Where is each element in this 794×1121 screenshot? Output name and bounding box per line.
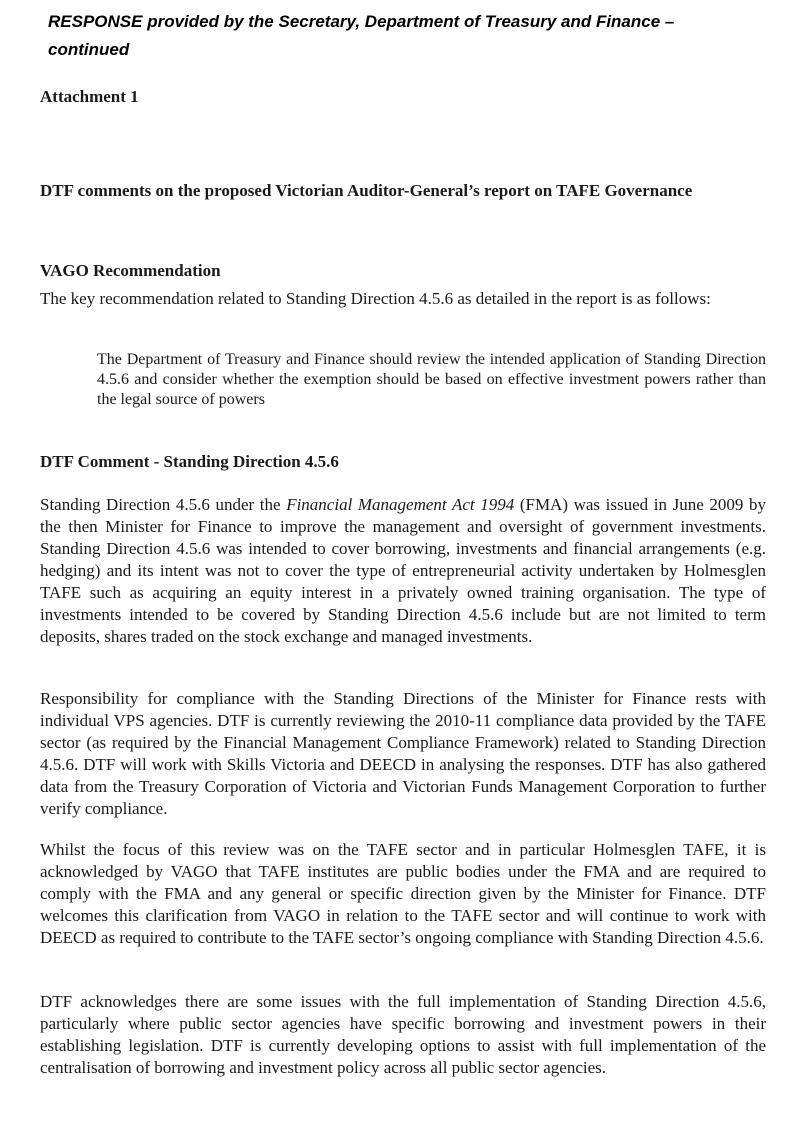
recommendation-quote: The Department of Treasury and Finance should review the intended application of Standing Direction 4.5.6 and consider whether the exemption should be based on effective investment powers rather than the legal source of powers (97, 351, 766, 408)
recommendation-intro: The key recommendation related to Standing Direction 4.5.6 as detailed in the report is as follows: (40, 289, 711, 308)
header-line-2: continued (48, 40, 130, 59)
p1-text-end: (FMA) was issued in June 2009 by the then Minister for Finance to improve the management and oversight of government investments. Standing Direction 4.5.6 was intended to cover borrowing, investments and financial arrangements (e.g. hedging) and its intent was not to cover the type of entrepreneurial activity undertaken by Holmesglen TAFE such as acquiring an equity interest in a privately owned training organisation. The type of investments intended to be covered by Standing Direction 4.5.6 include but are not limited to term deposits, shares traded on the stock exchange and managed investments. (40, 495, 766, 646)
comment-paragraph-1 (40, 494, 766, 648)
comment-heading: DTF Comment - Standing Direction 4.5.6 (40, 452, 339, 471)
recommendation-heading: VAGO Recommendation (40, 261, 221, 280)
p1-text-start: Standing Direction 4.5.6 under the (40, 495, 287, 514)
comment-paragraph-4: DTF acknowledges there are some issues with the full implementation of Standing Direction 4.5.6, particularly where public sector agencies have specific borrowing and investment powers in their establishing legislation. DTF is currently developing options to assist with full implementation of the centralisation of borrowing and investment policy across all public sector agencies. (40, 992, 766, 1077)
act-name: Financial Management Act 1994 (286, 495, 515, 514)
comment-paragraph-3: Whilst the focus of this review was on the TAFE sector and in particular Holmesglen TAFE, it is acknowledged by VAGO that TAFE institutes are public bodies under the FMA and are required to comply with the FMA and any general or specific direction given by the Minister for Finance. DTF welcomes this clarification from VAGO in relation to the TAFE sector and will continue to work with DEECD as required to contribute to the TAFE sector’s ongoing compliance with Standing Direction 4.5.6. (40, 840, 766, 947)
document-title: DTF comments on the proposed Victorian Auditor-General’s report on TAFE Governance (40, 181, 693, 200)
header-line-1: RESPONSE provided by the Secretary, Department of Treasury and Finance – (48, 12, 675, 31)
comment-paragraph-2: Responsibility for compliance with the Standing Directions of the Minister for Finance rests with individual VPS agencies. DTF is currently reviewing the 2010-11 compliance data provided by the TAFE sector (as required by the Financial Management Compliance Framework) related to Standing Direction 4.5.6. DTF will work with Skills Victoria and DEECD in analysing the responses. DTF has also gathered data from the Treasury Corporation of Victoria and Victorian Funds Management Corporation to further verify compliance. (40, 689, 766, 818)
response-header (48, 8, 768, 64)
attachment-label: Attachment 1 (40, 87, 139, 106)
